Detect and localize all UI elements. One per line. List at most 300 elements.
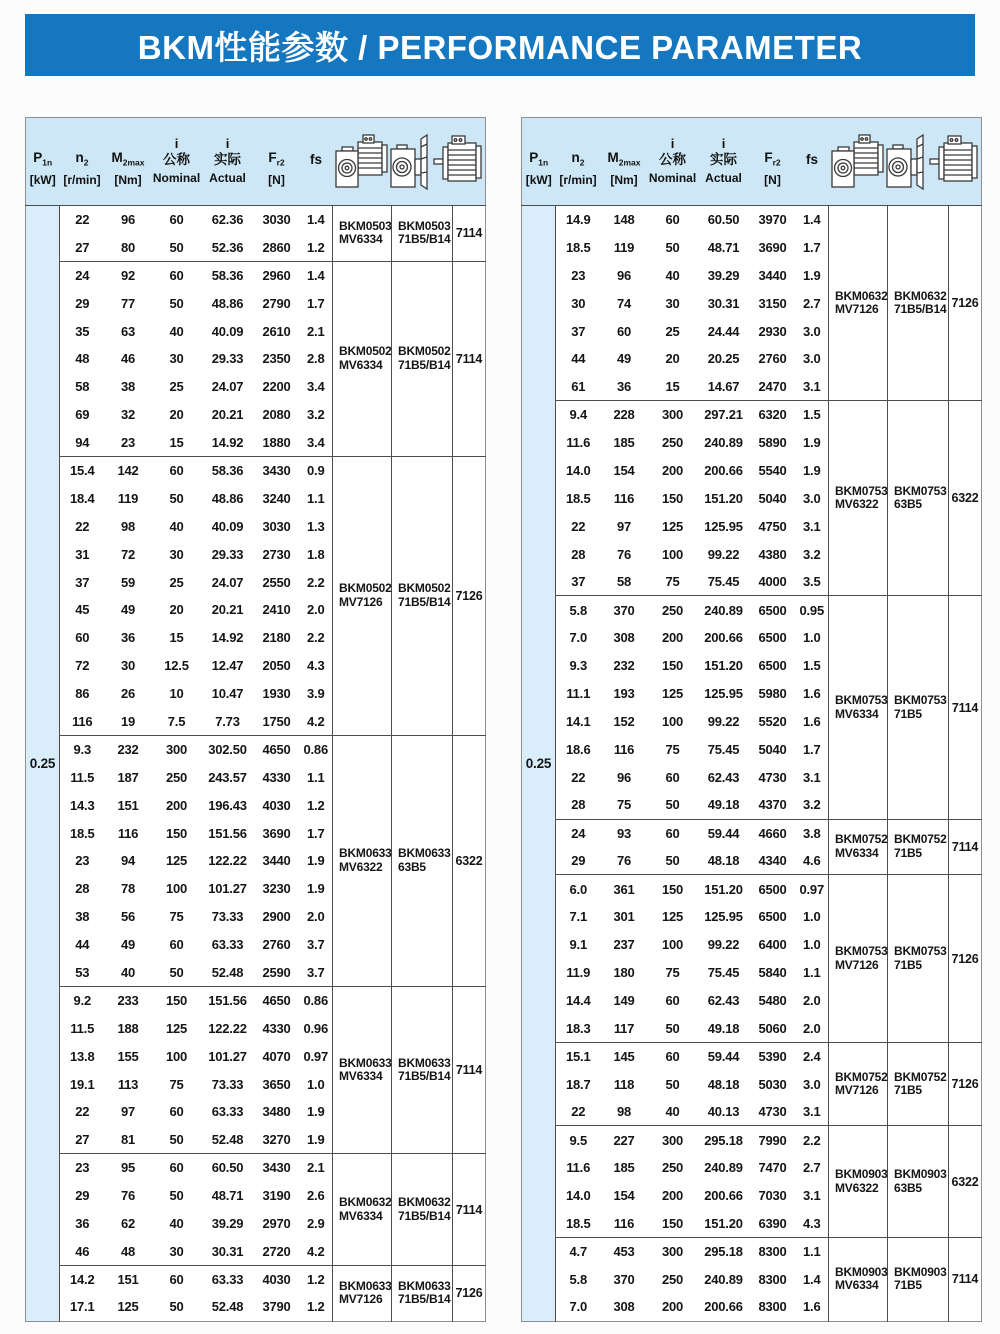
m2max-cell: 142 [105, 457, 152, 485]
fr2-cell: 4370 [758, 797, 787, 813]
m2max-cell: 116 [613, 741, 635, 757]
i-nominal-cell: 30 [665, 295, 680, 311]
model-code-line: MV6322 [835, 497, 879, 512]
fr2-cell: 3030 [262, 518, 291, 534]
m2max-cell: 32 [120, 407, 136, 423]
model-code-line: BKM0633 [398, 1278, 451, 1293]
i-nominal-cell: 60 [665, 769, 680, 785]
i-actual-cell: 60.50 [707, 212, 740, 228]
fs-cell: 3.0 [803, 1076, 821, 1092]
fr2-cell: 4340 [758, 853, 787, 869]
fr2-cell: 4650 [254, 735, 300, 763]
fs-cell: 0.9 [300, 457, 333, 485]
m2max-cell: 49 [616, 351, 632, 367]
fr2-cell: 4730 [758, 1104, 787, 1120]
m2max-cell: 145 [601, 1042, 648, 1070]
model-mv-cell [333, 986, 392, 1153]
model-code-line: BKM0632 [894, 288, 947, 303]
i-actual-cell: 24.07 [211, 574, 244, 590]
n2-cell: 6.0 [556, 875, 601, 903]
bearing-cell: 6322 [949, 401, 982, 596]
n2-cell: 18.5 [565, 239, 591, 255]
model-code-line: 63B5 [894, 497, 922, 512]
fr2-cell: 5030 [758, 1076, 787, 1092]
fs-cell: 1.6 [803, 686, 821, 702]
i-actual-cell: 20.21 [211, 602, 244, 618]
model-code-line: MV6322 [339, 859, 383, 874]
bearing-cell: 7126 [949, 1042, 982, 1126]
column-header-i-actual: i 实际 Actual [698, 118, 750, 206]
i-actual-cell: 151.56 [208, 825, 247, 841]
worm-gearmotor-icon [335, 133, 389, 191]
fr2-cell: 2760 [262, 937, 291, 953]
m2max-cell: 36 [120, 630, 136, 646]
fs-cell: 3.1 [803, 518, 821, 534]
i-nominal-cell: 50 [665, 239, 680, 255]
m2max-cell: 80 [120, 239, 136, 255]
i-nominal-cell: 60 [665, 212, 680, 228]
model-code-line: BKM0503 [398, 218, 451, 233]
model-code-line: MV6334 [339, 357, 383, 372]
m2max-cell: 48 [120, 1243, 136, 1259]
fr2-cell: 4030 [262, 797, 291, 813]
spec-row [522, 875, 982, 903]
n2-cell: 18.4 [69, 490, 95, 506]
worm-gearmotor-icon [831, 133, 885, 191]
fr2-cell: 2410 [262, 602, 291, 618]
model-mv-cell [333, 735, 392, 986]
fs-cell: 0.97 [303, 1048, 328, 1064]
i-actual-cell: 52.48 [211, 1299, 244, 1315]
bearing-cell: 7114 [455, 226, 483, 241]
i-actual-cell: 75.45 [707, 964, 740, 980]
fs-cell: 0.86 [300, 986, 333, 1014]
fs-cell: 1.7 [803, 239, 821, 255]
i-actual-cell: 48.71 [707, 239, 740, 255]
table-body [522, 206, 982, 1322]
i-nominal-cell: 75 [665, 741, 680, 757]
model-code-line: 71B5 [894, 957, 922, 972]
fs-cell: 3.7 [307, 937, 325, 953]
spec-row [26, 986, 486, 1014]
i-actual-cell: 40.09 [211, 518, 244, 534]
i-actual-cell: 75.45 [707, 574, 740, 590]
spec-row [522, 596, 982, 624]
m2max-cell: 232 [613, 658, 635, 674]
model-code-line: 71B5/B14 [398, 1069, 451, 1084]
i-actual-cell: 20.25 [707, 351, 740, 367]
fr2-cell: 2550 [262, 574, 291, 590]
n2-cell: 7.0 [569, 630, 587, 646]
i-actual-cell: 151.20 [704, 658, 743, 674]
p1n-value-cell: 0.25 [522, 206, 556, 1322]
i-actual-cell: 122.22 [208, 1020, 247, 1036]
model-code-line: BKM0632 [339, 1195, 392, 1210]
fs-cell: 1.4 [803, 1271, 821, 1287]
fr2-cell: 6500 [750, 875, 796, 903]
fr2-cell: 2720 [262, 1243, 291, 1259]
m2max-cell: 62 [120, 1216, 136, 1231]
fs-cell: 1.2 [307, 797, 325, 813]
model-code-line: MV6334 [835, 706, 879, 721]
fr2-cell: 3430 [254, 457, 300, 485]
fr2-cell: 5540 [758, 462, 787, 478]
m2max-cell: 154 [613, 462, 635, 478]
i-nominal-cell: 100 [165, 881, 188, 897]
model-code-line: 71B5/B14 [894, 302, 947, 317]
n2-cell: 24 [60, 261, 105, 289]
i-actual-cell: 48.71 [211, 1188, 244, 1204]
column-header-p1n: $P_{1n}$ [kW] [522, 118, 556, 206]
i-nominal-cell: 40 [169, 1216, 184, 1231]
m2max-cell: 63 [120, 323, 136, 339]
i-actual-cell: 48.86 [211, 490, 244, 506]
m2max-cell: 94 [120, 853, 136, 869]
fr2-cell: 2730 [262, 546, 291, 562]
column-header-n2: $n_2$ [r/min] [556, 118, 601, 206]
n2-cell: 44 [571, 351, 586, 367]
fs-cell: 1.9 [803, 267, 821, 283]
n2-cell: 19.1 [69, 1076, 95, 1092]
column-header-i-nominal: i 公称 Nominal [152, 118, 202, 206]
i-nominal-cell: 50 [169, 239, 184, 255]
bearing-cell: 7114 [949, 1237, 982, 1321]
i-nominal-cell: 125 [661, 518, 684, 534]
model-code-line: 63B5 [398, 859, 426, 874]
fs-cell: 1.6 [803, 1299, 821, 1315]
i-actual-cell: 20.21 [211, 407, 244, 423]
model-flange-cell [888, 875, 949, 1042]
n2-cell: 94 [75, 434, 90, 450]
fs-cell: 2.2 [307, 574, 325, 590]
n2-cell: 37 [571, 574, 586, 590]
n2-cell: 4.7 [556, 1237, 601, 1265]
fr2-cell: 2790 [262, 295, 291, 311]
i-actual-cell: 24.07 [211, 379, 244, 395]
column-header-i-nominal: i 公称 Nominal [648, 118, 698, 206]
i-actual-cell: 48.18 [707, 853, 740, 869]
i-nominal-cell: 50 [169, 490, 184, 506]
m2max-cell: 155 [117, 1048, 139, 1064]
i-nominal-cell: 300 [648, 1126, 698, 1154]
m2max-cell: 49 [120, 602, 136, 618]
i-actual-cell: 99.22 [707, 546, 740, 562]
n2-cell: 58 [75, 379, 90, 395]
i-actual-cell: 101.27 [208, 881, 247, 897]
fs-cell: 2.0 [803, 1020, 821, 1036]
fs-cell: 0.96 [303, 1020, 328, 1036]
fr2-cell: 5520 [758, 713, 787, 729]
i-actual-cell: 58.36 [202, 457, 254, 485]
m2max-cell: 308 [613, 1299, 635, 1315]
n2-cell: 15.1 [556, 1042, 601, 1070]
fr2-cell: 6500 [758, 658, 787, 674]
fr2-cell: 7030 [758, 1188, 787, 1204]
i-nominal-cell: 40 [169, 518, 184, 534]
i-nominal-cell: 250 [661, 1271, 684, 1287]
m2max-cell: 93 [601, 819, 648, 847]
m2max-cell: 361 [601, 875, 648, 903]
i-nominal-cell: 150 [661, 1215, 684, 1231]
column-header-p1n: $P_{1n}$ [kW] [26, 118, 60, 206]
i-actual-cell: 125.95 [704, 686, 743, 702]
m2max-cell: 56 [120, 909, 136, 925]
model-flange-cell [392, 735, 453, 986]
i-nominal-cell: 50 [169, 1188, 184, 1204]
model-mv-cell [333, 1265, 392, 1321]
m2max-cell: 23 [120, 434, 136, 450]
fr2-cell: 3650 [262, 1076, 291, 1092]
m2max-cell: 49 [120, 937, 136, 953]
fs-cell: 0.86 [300, 735, 333, 763]
model-code-line: BKM0633 [339, 1278, 392, 1293]
i-nominal-cell: 125 [661, 686, 684, 702]
n2-cell: 14.4 [565, 992, 591, 1008]
n2-cell: 14.0 [565, 462, 591, 478]
model-code-line: BKM0502 [339, 581, 392, 596]
n2-cell: 18.5 [565, 1215, 591, 1231]
m2max-cell: 151 [117, 797, 139, 813]
fr2-cell: 2970 [262, 1216, 291, 1231]
i-nominal-cell: 250 [661, 435, 684, 451]
i-actual-cell: 295.18 [698, 1126, 750, 1154]
fr2-cell: 4070 [262, 1048, 291, 1064]
i-nominal-cell: 150 [165, 825, 188, 841]
model-code-line: BKM0752 [835, 832, 888, 847]
m2max-cell: 96 [120, 212, 136, 228]
i-nominal-cell: 15 [169, 630, 184, 646]
product-drawings [333, 118, 486, 206]
i-nominal-cell: 100 [661, 713, 684, 729]
i-actual-cell: 62.43 [707, 769, 740, 785]
i-actual-cell: 48.86 [211, 295, 244, 311]
model-code-line: BKM0903 [835, 1167, 888, 1182]
i-nominal-cell: 10 [169, 686, 184, 702]
n2-cell: 44 [75, 937, 90, 953]
m2max-cell: 148 [613, 212, 635, 228]
fs-cell: 1.1 [796, 1237, 829, 1265]
model-mv-cell [333, 261, 392, 456]
fr2-cell: 2350 [262, 351, 291, 367]
i-actual-cell: 73.33 [211, 1076, 244, 1092]
model-code-line: BKM0752 [835, 1069, 888, 1084]
n2-cell: 15.4 [60, 457, 105, 485]
i-actual-cell: 295.18 [698, 1237, 750, 1265]
column-header-n2: $n_2$ [r/min] [60, 118, 105, 206]
fr2-cell: 2080 [262, 407, 291, 423]
n2-cell: 5.8 [556, 596, 601, 624]
i-nominal-cell: 60 [648, 1042, 698, 1070]
fs-cell: 1.3 [307, 518, 325, 534]
m2max-cell: 74 [616, 295, 632, 311]
fs-cell: 2.7 [803, 295, 821, 311]
n2-cell: 9.4 [556, 401, 601, 429]
n2-cell: 29 [571, 853, 586, 869]
fs-cell: 2.2 [307, 630, 325, 646]
spec-row [522, 1126, 982, 1154]
m2max-cell: 60 [616, 323, 632, 339]
fs-cell: 1.1 [307, 490, 325, 506]
m2max-cell: 36 [616, 379, 632, 395]
fr2-cell: 4030 [254, 1265, 300, 1293]
model-code-line: MV7126 [835, 1083, 879, 1098]
fr2-cell: 3230 [262, 881, 291, 897]
fr2-cell: 6390 [758, 1215, 787, 1231]
i-actual-cell: 40.13 [707, 1104, 740, 1120]
fr2-cell: 1930 [262, 686, 291, 702]
fr2-cell: 3790 [262, 1299, 291, 1315]
model-flange-cell [888, 1237, 949, 1321]
fs-cell: 1.9 [803, 435, 821, 451]
i-nominal-cell: 150 [152, 986, 202, 1014]
n2-cell: 46 [75, 1243, 90, 1259]
m2max-cell: 30 [120, 658, 136, 674]
m2max-cell: 92 [105, 261, 152, 289]
fs-cell: 1.9 [307, 1132, 325, 1148]
fs-cell: 1.0 [803, 909, 821, 925]
n2-cell: 9.3 [60, 735, 105, 763]
fr2-cell: 2610 [262, 323, 291, 339]
n2-cell: 11.6 [566, 1160, 591, 1176]
fr2-cell: 4750 [758, 518, 787, 534]
model-code-line: 71B5/B14 [398, 594, 451, 609]
product-drawings [829, 118, 982, 206]
i-nominal-cell: 60 [648, 819, 698, 847]
i-nominal-cell: 75 [169, 1076, 184, 1092]
i-actual-cell: 151.20 [698, 875, 750, 903]
i-nominal-cell: 60 [152, 261, 202, 289]
bearing-cell: 7114 [453, 261, 486, 456]
m2max-cell: 19 [120, 713, 136, 729]
n2-cell: 9.1 [569, 937, 587, 953]
n2-cell: 22 [571, 769, 586, 785]
i-nominal-cell: 60 [169, 937, 184, 953]
model-code-line: BKM0753 [835, 944, 888, 959]
i-nominal-cell: 60 [169, 1104, 184, 1120]
i-nominal-cell: 50 [665, 853, 680, 869]
column-header-fr2: $F_{r2}$ [N] [750, 118, 796, 206]
i-nominal-cell: 40 [665, 1104, 680, 1120]
i-actual-cell: 10.47 [211, 686, 244, 702]
model-flange-cell [392, 1154, 453, 1266]
model-flange-cell [888, 1126, 949, 1238]
n2-cell: 11.5 [70, 769, 95, 785]
fs-cell: 1.2 [300, 1265, 333, 1293]
fs-cell: 1.8 [307, 546, 325, 562]
fs-cell: 1.9 [803, 462, 821, 478]
n2-cell: 35 [75, 323, 90, 339]
spec-row [522, 401, 982, 429]
i-nominal-cell: 50 [169, 295, 184, 311]
m2max-cell: 72 [120, 546, 136, 562]
m2max-cell: 38 [120, 379, 136, 395]
m2max-cell: 26 [120, 686, 136, 702]
m2max-cell: 193 [613, 686, 635, 702]
m2max-cell: 95 [105, 1154, 152, 1182]
fr2-cell: 5040 [758, 741, 787, 757]
i-nominal-cell: 50 [665, 1020, 680, 1036]
i-actual-cell: 59.44 [698, 1042, 750, 1070]
spec-row [26, 735, 486, 763]
m2max-cell: 116 [613, 490, 635, 506]
i-actual-cell: 14.92 [211, 434, 244, 450]
i-actual-cell: 59.44 [698, 819, 750, 847]
i-nominal-cell: 250 [661, 1160, 684, 1176]
m2max-cell: 119 [613, 239, 635, 255]
fr2-cell: 2590 [262, 964, 291, 980]
fs-cell: 3.4 [307, 434, 325, 450]
i-actual-cell: 49.18 [707, 797, 740, 813]
model-mv-cell [829, 875, 888, 1042]
fs-cell: 1.1 [803, 964, 821, 980]
fs-cell: 1.1 [307, 769, 325, 785]
model-code-line: BKM0753 [894, 944, 947, 959]
model-code-line: 71B5/B14 [398, 232, 451, 247]
i-nominal-cell: 12.5 [164, 658, 189, 674]
fr2-cell: 3690 [758, 239, 787, 255]
spec-row [522, 819, 982, 847]
i-nominal-cell: 250 [165, 769, 188, 785]
fr2-cell: 2050 [262, 658, 291, 674]
model-mv-cell [333, 1154, 392, 1266]
n2-cell: 14.9 [565, 212, 591, 228]
i-nominal-cell: 7.5 [167, 713, 186, 729]
fr2-cell: 1880 [262, 434, 291, 450]
n2-cell: 30 [571, 295, 586, 311]
fr2-cell: 8300 [758, 1299, 787, 1315]
n2-cell: 14.3 [69, 797, 95, 813]
spec-row [522, 1237, 982, 1265]
model-code-line: BKM0752 [894, 1069, 947, 1084]
n2-cell: 14.2 [60, 1265, 105, 1293]
i-nominal-cell: 50 [169, 964, 184, 980]
n2-cell: 7.0 [569, 1299, 587, 1315]
i-actual-cell: 39.29 [211, 1216, 244, 1231]
i-nominal-cell: 60 [152, 1154, 202, 1182]
model-code-line: BKM0753 [894, 483, 947, 498]
model-code-line: MV6322 [835, 1180, 879, 1195]
fr2-cell: 2180 [262, 630, 291, 646]
header-row [522, 118, 982, 206]
i-nominal-cell: 250 [648, 596, 698, 624]
m2max-cell: 75 [616, 797, 632, 813]
model-code-line: BKM0753 [835, 483, 888, 498]
model-flange-cell [888, 1042, 949, 1126]
n2-cell: 9.2 [60, 986, 105, 1014]
n2-cell: 69 [75, 407, 90, 423]
n2-cell: 23 [60, 1154, 105, 1182]
fr2-cell: 4730 [758, 769, 787, 785]
fs-cell: 2.0 [803, 992, 821, 1008]
fs-cell: 2.1 [300, 1154, 333, 1182]
fr2-cell: 5390 [750, 1042, 796, 1070]
bearing-cell: 7126 [453, 1265, 486, 1321]
model-flange-cell [392, 206, 453, 262]
m2max-cell: 116 [613, 1215, 635, 1231]
i-actual-cell: 73.33 [211, 909, 244, 925]
i-nominal-cell: 200 [661, 1299, 684, 1315]
fr2-cell: 3270 [262, 1132, 291, 1148]
spec-row [522, 1042, 982, 1070]
i-actual-cell: 200.66 [704, 630, 743, 646]
fs-cell: 3.1 [803, 769, 821, 785]
fs-cell: 1.0 [803, 937, 821, 953]
fs-cell: 3.2 [803, 797, 821, 813]
model-mv-cell [829, 1126, 888, 1238]
fs-cell: 2.9 [307, 1216, 325, 1231]
n2-cell: 11.5 [70, 1020, 95, 1036]
column-header-m2max: $M_{2max}$ [Nm] [601, 118, 648, 206]
